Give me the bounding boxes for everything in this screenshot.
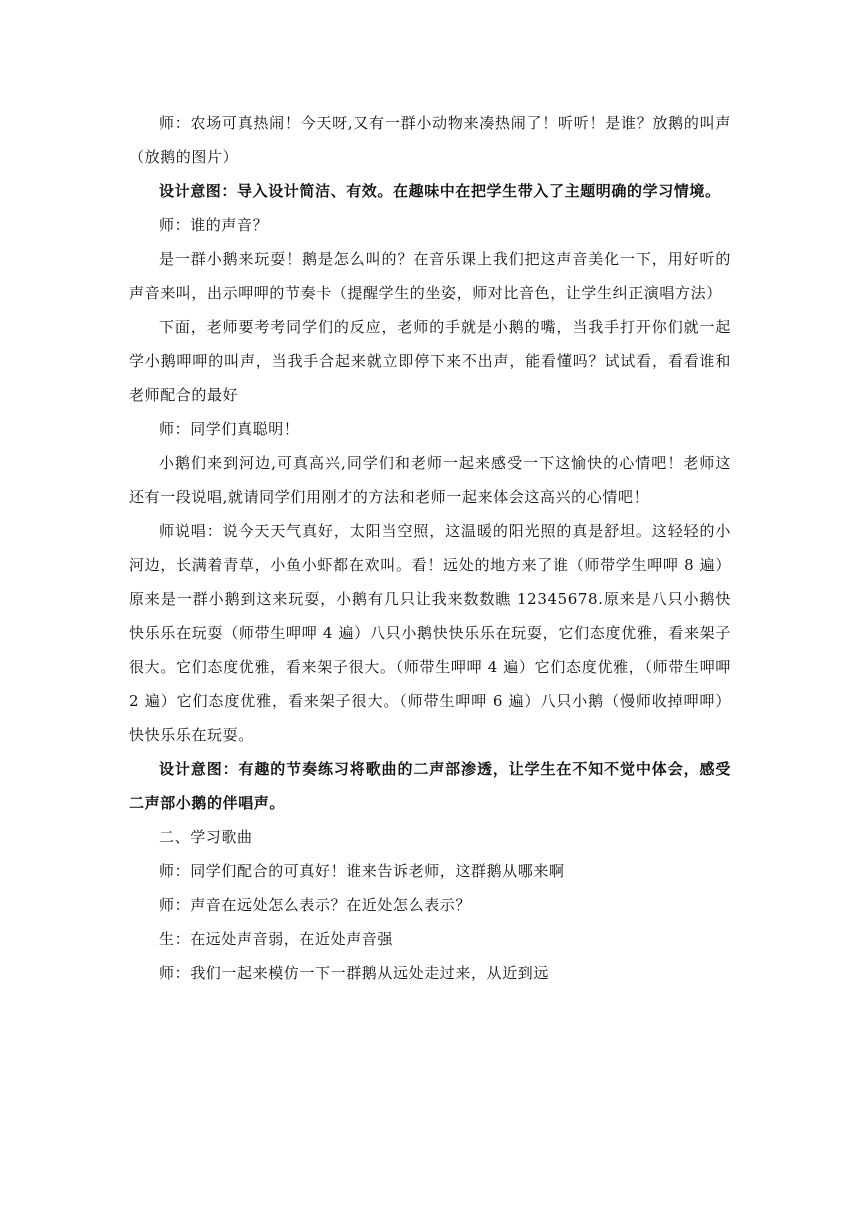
- document-body: [129, 106, 731, 990]
- paragraph-8: 师说唱：说今天天气真好，太阳当空照，这温暖的阳光照的真是舒坦。这轻轻的小河边，长满着青草，小鱼小虾都在欢叫。看！远处的地方来了谁（师带学生呷呷 8 遍）原来是一群小鹅到这来玩耍，小鹅有几只让我来数数瞧 12345678.原来是八只小鹅快快乐乐在玩耍（师带生呷呷 4 遍）八只小鹅快快乐乐在玩耍，它们态度优雅，看来架子很大。它们态度优雅，看来架子很大。（师带生呷呷 4 遍）它们态度优雅，（师带生呷呷 2 遍）它们态度优雅，看来架子很大。（师带生呷呷 6 遍）八只小鹅（慢师收掉呷呷）快快乐乐在玩耍。: [129, 522, 731, 744]
- paragraph-11: 师：同学们配合的可真好！谁来告诉老师，这群鹅从哪来啊: [159, 862, 565, 880]
- paragraph-3: 师：谁的声音？: [159, 216, 269, 234]
- section-heading: 二、学习歌曲: [159, 828, 253, 846]
- design-intent-paragraph-2: 设计意图：有趣的节奏练习将歌曲的二声部渗透，让学生在不知不觉中体会，感受二声部小鹅的伴唱声。: [129, 760, 731, 812]
- paragraph-1: 师：农场可真热闹！今天呀,又有一群小动物来凑热闹了！听听！是谁？放鹅的叫声（放鹅的图片）: [129, 114, 731, 166]
- paragraph-6: 师：同学们真聪明！: [159, 420, 300, 438]
- design-intent-paragraph-1: 设计意图：导入设计简洁、有效。在趣味中在把学生带入了主题明确的学习情境。: [159, 182, 721, 200]
- paragraph-14: 师：我们一起来模仿一下一群鹅从远处走过来，从近到远: [159, 964, 550, 982]
- paragraph-13: 生：在远处声音弱，在近处声音强: [159, 930, 394, 948]
- paragraph-4: 是一群小鹅来玩耍！鹅是怎么叫的？在音乐课上我们把这声音美化一下，用好听的声音来叫，出示呷呷的节奏卡（提醒学生的坐姿，师对比音色，让学生纠正演唱方法）: [129, 250, 731, 302]
- paragraph-7: 小鹅们来到河边,可真高兴,同学们和老师一起来感受一下这愉快的心情吧！老师这还有一段说唱,就请同学们用刚才的方法和老师一起来体会这高兴的心情吧！: [129, 454, 731, 506]
- paragraph-12: 师：声音在远处怎么表示？在近处怎么表示？: [159, 896, 472, 914]
- paragraph-5: 下面，老师要考考同学们的反应，老师的手就是小鹅的嘴，当我手打开你们就一起学小鹅呷呷的叫声，当我手合起来就立即停下来不出声，能看懂吗？试试看，看看谁和老师配合的最好: [129, 318, 731, 404]
